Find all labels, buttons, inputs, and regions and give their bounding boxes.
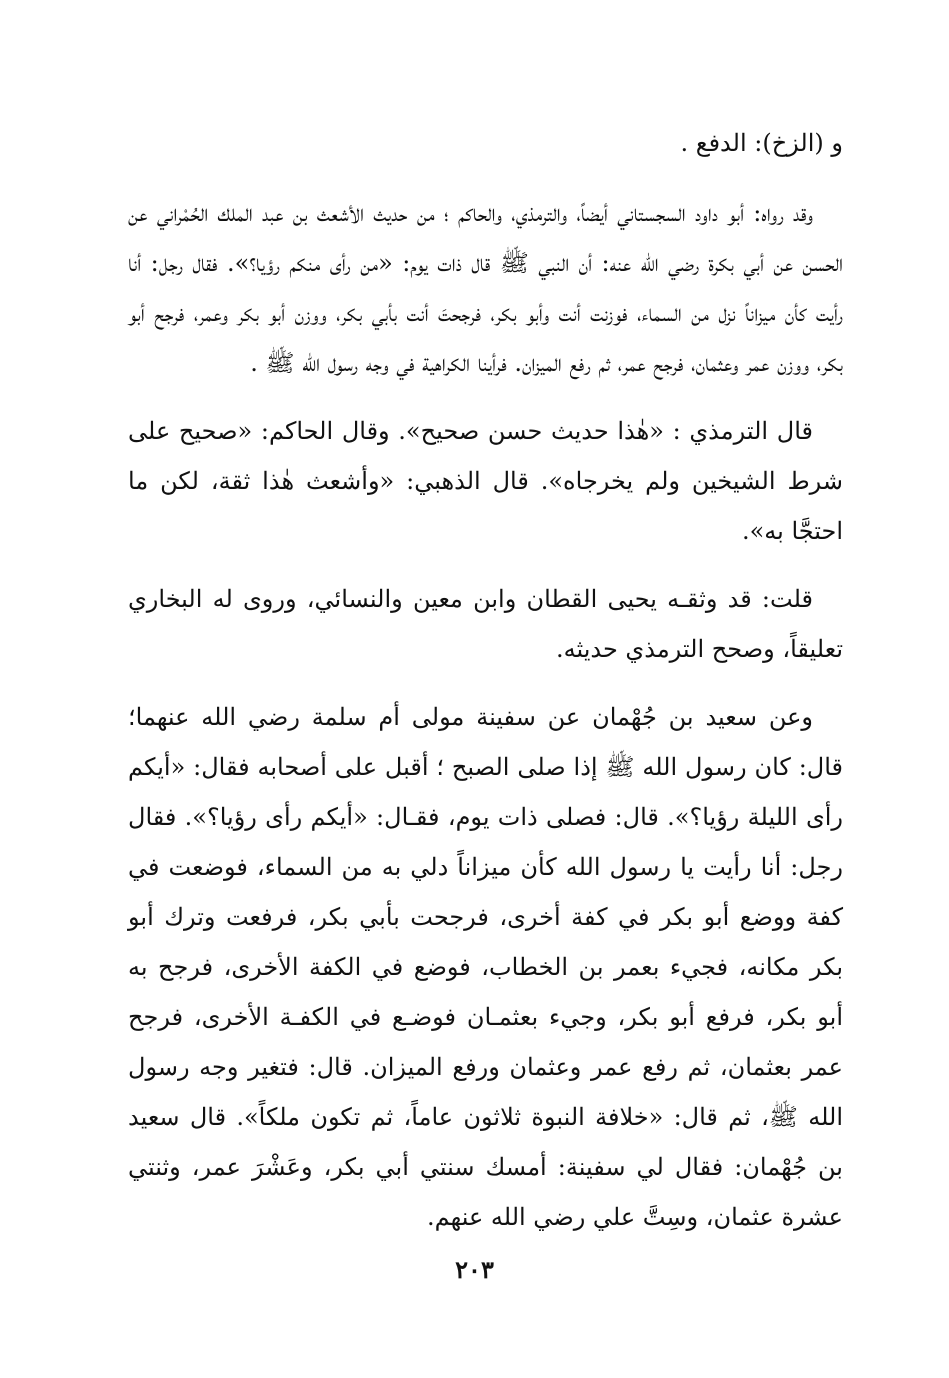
paragraph-abu-bakra-hadith: وقد رواه: أبو داود السجستاني أيضاً، والترمذي، والحاكم ؛ من حديث الأشعث بن عبد الملك الحُمْراني عن الحسن عن أبي بكرة رضي الله عنه: أن النبي ﷺ قال ذات يوم: «من رأى منكم رؤيا؟». فقال رجل: أنا رأيت كأن ميزاناً نزل من السماء، فوزنت أنت وأبو بكر، فرجحتَ أنت بأبي بكر، ووزن أبو بكر وعمر، فرجح أبو بكر، ووزن عمر وعثمان، فرجح عمر، ثم رفع الميزان. فرأينا الكراهية في وجه رسول الله ﷺ . xyxy=(128,199,843,377)
paragraph-narrator-note: قلت: قد وثقـه يحيى القطان وابن معين والنسائي، وروى له البخاري تعليقاً، وصحح الترمذي حديثه. xyxy=(128,585,843,663)
paragraph-safina-hadith: وعن سعيد بن جُهْمان عن سفينة مولى أم سلمة رضي الله عنهما؛ قال: كان رسول الله ﷺ إذا صلى الصبح ؛ أقبل على أصحابه فقال: «أيكم رأى الليلة رؤيا؟». قال: فصلى ذات يوم، فقـال: «أيكم رأى رؤيا؟». فقال رجل: أنا رأيت يا رسول الله كأن ميزاناً دلي به من السماء، فوضعت في كفة ووضع أبو بكر في كفة أخرى، فرجحت بأبي بكر، فرفعت وترك أبو بكر مكانه، فجيء بعمر بن الخطاب، فوضع في الكفة الأخرى، فرجح به أبو بكر، فرفع أبو بكر، وجيء بعثمـان فوضـع في الكفـة الأخرى، فرجح عمر بعثمان، ثم رفع عمر وعثمان ورفع الميزان. قال: فتغير وجه رسول الله ﷺ، ثم قال: «خلافة النبوة ثلاثون عاماً، ثم تكون ملكاً». قال سعيد بن جُهْمان: فقال لي سفينة: أمسك سنتي أبي بكر، وعَشْرَ عمر، وثنتي عشرة عثمان، وسِتَّ علي رضي الله عنهم. xyxy=(128,703,844,1231)
page-number: ٢٠٣ xyxy=(455,1255,494,1284)
paragraph-tirmidhi-grading: قال الترمذي : «هٰذا حديث حسن صحيح». وقال الحاكم: «صحيح على شرط الشيخين ولم يخرجاه». قال الذهبي: «وأشعث هٰذا ثقة، لكن ما احتجَّا به». xyxy=(128,417,844,545)
paragraph-definition: و (الزخ): الدفع . xyxy=(680,129,843,157)
body-text xyxy=(128,118,843,1242)
